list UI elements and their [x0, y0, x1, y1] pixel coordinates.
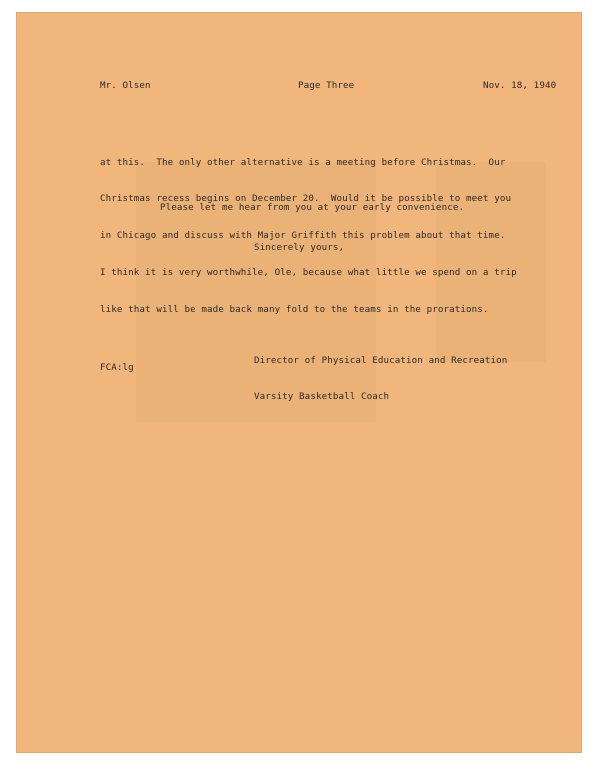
- body-line: Christmas recess begins on December 20. Would it be possible to meet you: [100, 193, 512, 205]
- header-recipient: Mr. Olsen: [100, 80, 151, 91]
- letter-page: [16, 12, 582, 753]
- complimentary-close: Sincerely yours,: [254, 242, 345, 253]
- body-line: in Chicago and discuss with Major Griffith this problem about that time.: [100, 230, 506, 242]
- body-line: like that will be made back many fold to the teams in the prorations.: [100, 304, 489, 316]
- signer-title-line: Director of Physical Education and Recreation: [254, 354, 508, 366]
- body-line: at this. The only other alternative is a meeting before Christmas. Our: [100, 156, 506, 168]
- signer-title-line: Varsity Basketball Coach: [254, 391, 390, 403]
- closing-request: Please let me hear from you at your early convenience.: [160, 202, 465, 213]
- body-line: I think it is very worthwhile, Ole, because what little we spend on a trip: [100, 267, 517, 279]
- header-date: Nov. 18, 1940: [483, 80, 557, 91]
- header-page-label: Page Three: [298, 80, 355, 91]
- reference-initials: FCA:lg: [100, 362, 134, 373]
- body-paragraph: [100, 132, 517, 341]
- signer-title-block: [254, 330, 507, 428]
